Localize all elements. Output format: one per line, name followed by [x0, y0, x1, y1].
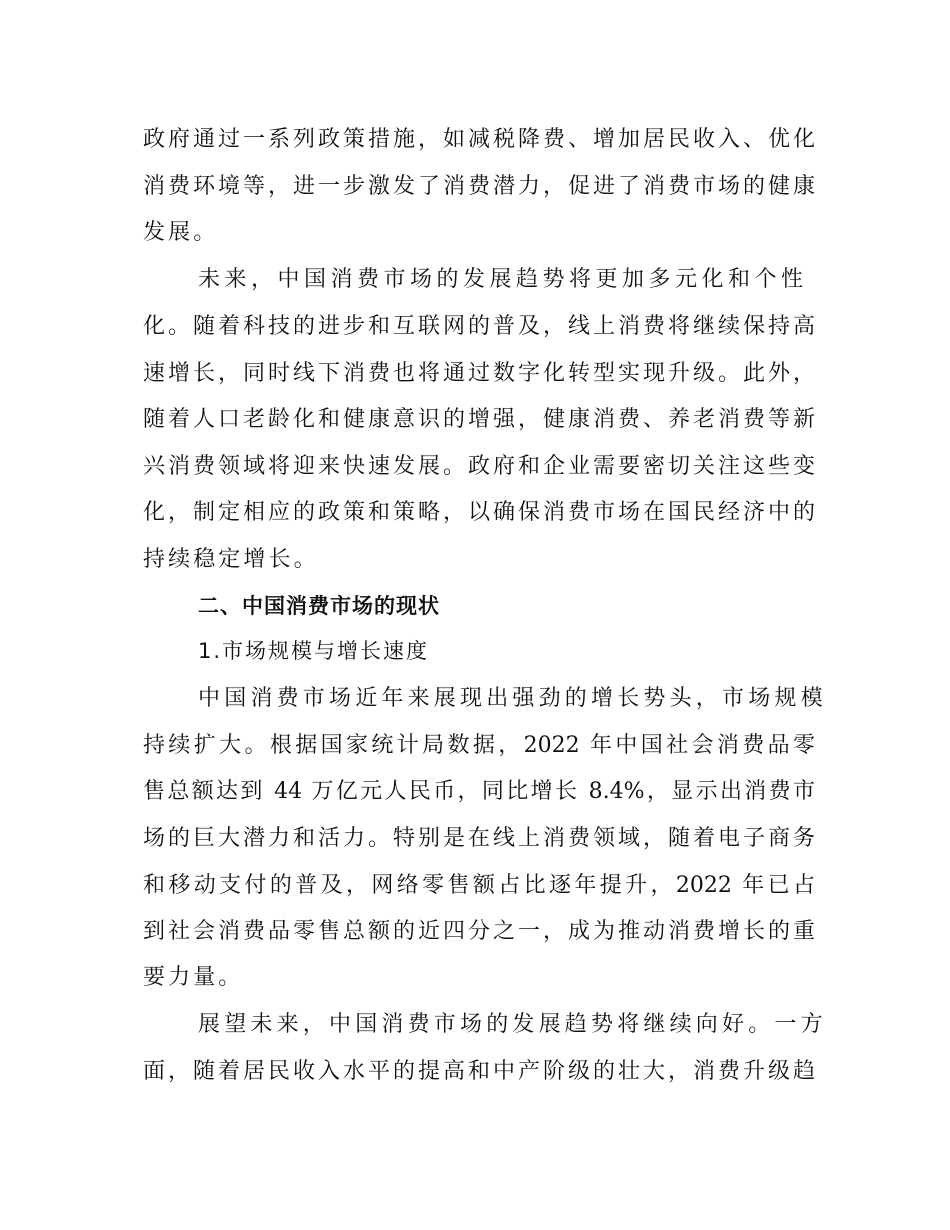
paragraph-3-line-1: 中国消费市场近年来展现出强劲的增长势头，市场规模	[198, 686, 827, 711]
paragraph-1-line-3: 发展。	[143, 220, 219, 245]
paragraph-3-line-4: 场的巨大潜力和活力。特别是在线上消费领域，随着电子商务	[143, 826, 815, 851]
paragraph-2-line-3: 速增长，同时线下消费也将通过数字化转型实现升级。此外，	[143, 361, 815, 386]
paragraph-1-line-2: 消费环境等，进一步激发了消费潜力，促进了消费市场的健康	[143, 174, 815, 199]
paragraph-2-line-6: 化，制定相应的政策和策略，以确保消费市场在国民经济中的	[143, 500, 815, 525]
subsection-heading: 1.市场规模与增长速度	[198, 639, 430, 663]
paragraph-2-line-2: 化。随着科技的进步和互联网的普及，线上消费将继续保持高	[143, 314, 815, 339]
paragraph-3-line-2: 持续扩大。根据国家统计局数据，2022 年中国社会消费品零	[143, 733, 815, 758]
paragraph-2-line-4: 随着人口老龄化和健康意识的增强，健康消费、养老消费等新	[143, 407, 815, 432]
paragraph-2-line-7: 持续稳定增长。	[143, 547, 319, 572]
paragraph-3-line-6: 到社会消费品零售总额的近四分之一，成为推动消费增长的重	[143, 919, 815, 944]
paragraph-2-line-5: 兴消费领域将迎来快速发展。政府和企业需要密切关注这些变	[143, 454, 815, 479]
paragraph-2-line-1: 未来，中国消费市场的发展趋势将更加多元化和个性	[198, 267, 808, 292]
paragraph-4-line-1: 展望未来，中国消费市场的发展趋势将继续向好。一方	[198, 1012, 827, 1037]
section-heading: 二、中国消费市场的现状	[198, 594, 440, 618]
paragraph-4-line-2: 面，随着居民收入水平的提高和中产阶级的壮大，消费升级趋	[143, 1059, 815, 1084]
paragraph-3-line-3: 售总额达到 44 万亿元人民币，同比增长 8.4%，显示出消费市	[143, 779, 815, 804]
paragraph-3-line-5: 和移动支付的普及，网络零售额占比逐年提升，2022 年已占	[143, 873, 815, 898]
paragraph-1-line-1: 政府通过一系列政策措施，如减税降费、增加居民收入、优化	[143, 127, 815, 152]
paragraph-3-line-7: 要力量。	[143, 965, 244, 990]
